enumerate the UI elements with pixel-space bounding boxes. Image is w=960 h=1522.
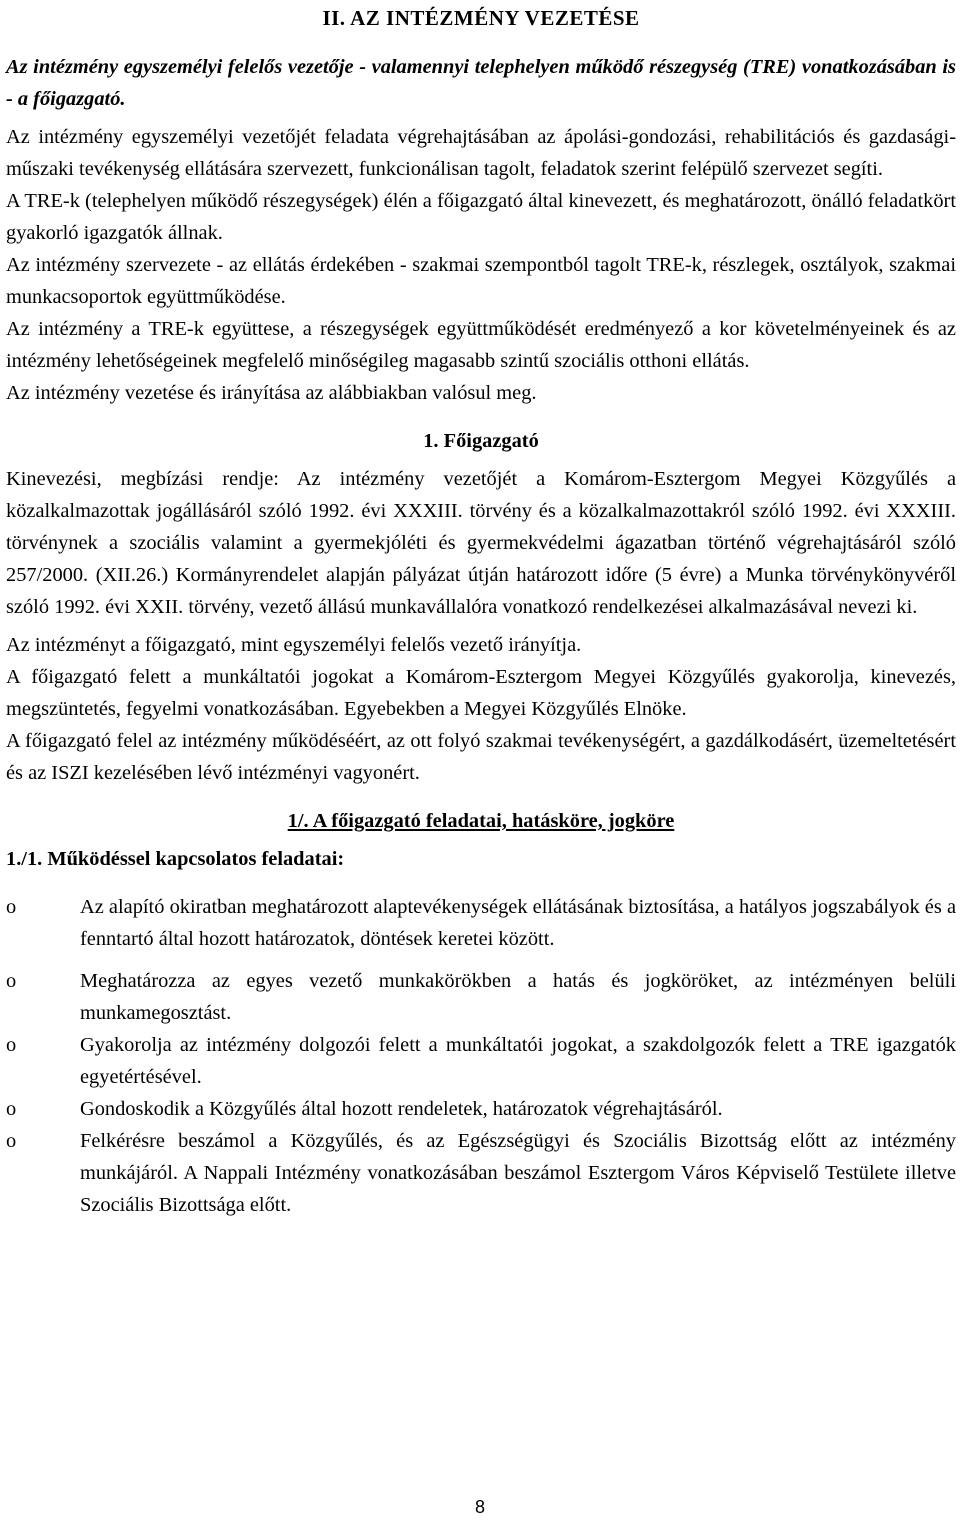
list-item-text: Meghatározza az egyes vezető munkakörökben a hatás és jogköröket, az intézményen belüli munkamegosztást. (80, 970, 956, 1024)
list-item-text: Gyakorolja az intézmény dolgozói felett a munkáltatói jogokat, a szakdolgozók felett a TRE igazgatók egyetértésével. (80, 1034, 956, 1088)
chapter-heading: II. AZ INTÉZMÉNY VEZETÉSE (322, 6, 640, 30)
intro-paragraph-1: Az intézmény egyszemélyi vezetőjét feladata végrehajtásában az ápolási-gondozási, rehabilitációs és gazdasági-műszaki tevékenység ellátására szervezett, funkcionálisan tagolt, feladatok szerint felépülő szervezet segíti. (6, 126, 956, 180)
list-item-text: Gondoskodik a Közgyűlés által hozott rendeletek, határozatok végrehajtásáról. (80, 1098, 723, 1120)
intro-paragraph-5: Az intézmény vezetése és irányítása az alábbiakban valósul meg. (6, 382, 537, 404)
section-paragraph-1: Az intézményt a főigazgató, mint egyszemélyi felelős vezető irányítja. (6, 634, 582, 656)
page-number: 8 (474, 1497, 485, 1517)
intro-paragraph-2: A TRE-k (telephelyen működő részegységek) élén a főigazgató által kinevezett, és meghatározott, önálló feladatkört gyakorló igazgatók állnak. (6, 190, 956, 244)
subsection-title: 1/. A főigazgató feladatai, hatásköre, jogköre (287, 810, 675, 832)
list-item (6, 1093, 956, 1125)
list-item (6, 1029, 956, 1093)
bullet-marker: o (6, 1034, 17, 1056)
bullet-marker: o (6, 896, 17, 918)
task-list (6, 891, 956, 1221)
bullet-marker: o (6, 1098, 17, 1120)
list-item (6, 965, 956, 1029)
intro-paragraph-4: Az intézmény a TRE-k együttese, a részegységek együttműködését eredményező a kor követelményeinek és az intézmény lehetőségeinek megfelelő minőségileg magasabb szintű szociális otthoni ellátás. (6, 318, 956, 372)
list-item-text: Az alapító okiratban meghatározott alaptevékenységek ellátásának biztosítása, a hatályos jogszabályok és a fenntartó által hozott határozatok, döntések keretei között. (80, 896, 956, 950)
list-item (6, 891, 956, 955)
spacer (6, 875, 956, 891)
subsection-heading: 1./1. Működéssel kapcsolatos feladatai: (6, 848, 345, 870)
document-page (6, 0, 956, 1221)
spacer (6, 409, 956, 425)
bullet-marker: o (6, 970, 17, 992)
list-item-text: Felkérésre beszámol a Közgyűlés, és az Egészségügyi és Szociális Bizottság előtt az intézmény munkájáról. A Nappali Intézmény vonatkozásában beszámol Esztergom Város Képviselő Testülete illetve Szociális Bizottsága előtt. (80, 1130, 956, 1216)
section-paragraph-2: A főigazgató felett a munkáltatói jogokat a Komárom-Esztergom Megyei Közgyűlés gyakorolja, kinevezés, megszüntetés, fegyelmi vonatkozásában. Egyebekben a Megyei Közgyűlés Elnöke. (6, 666, 956, 720)
spacer (6, 789, 956, 805)
lead-paragraph: Az intézmény egyszemélyi felelős vezetője - valamennyi telephelyen működő részegység (TRE) vonatkozásában is - a főigazgató. (6, 56, 956, 110)
section-title-foigazgato: 1. Főigazgató (423, 430, 539, 452)
section-paragraph-3: A főigazgató felel az intézmény működéséért, az ott folyó szakmai tevékenységért, a gazdálkodásért, üzemeltetésért és az ISZI kezelésében lévő intézményi vagyonért. (6, 730, 956, 784)
appointment-paragraph: Kinevezési, megbízási rendje: Az intézmény vezetőjét a Komárom-Esztergom Megyei Közgyűlés a közalkalmazottak jogállásáról szóló 1992. évi XXXIII. törvény és a közalkalmazottakról szóló 1992. évi XXXIII. törvénynek a szociális valamint a gyermekjóléti és gyermekvédelmi ágazatban történő végrehajtásáról szóló 257/2000. (XII.26.) Kormányrendelet alapján pályázat útján határozott időre (5 évre) a Munka törvénykönyvéről szóló 1992. évi XXII. törvény, vezető állású munkavállalóra vonatkozó rendelkezései alkalmazásával nevezi ki. (6, 468, 956, 618)
intro-paragraph-3: Az intézmény szervezete - az ellátás érdekében - szakmai szempontból tagolt TRE-k, részlegek, osztályok, szakmai munkacsoportok együttműködése. (6, 254, 956, 308)
bullet-marker: o (6, 1130, 17, 1152)
list-item (6, 1125, 956, 1221)
